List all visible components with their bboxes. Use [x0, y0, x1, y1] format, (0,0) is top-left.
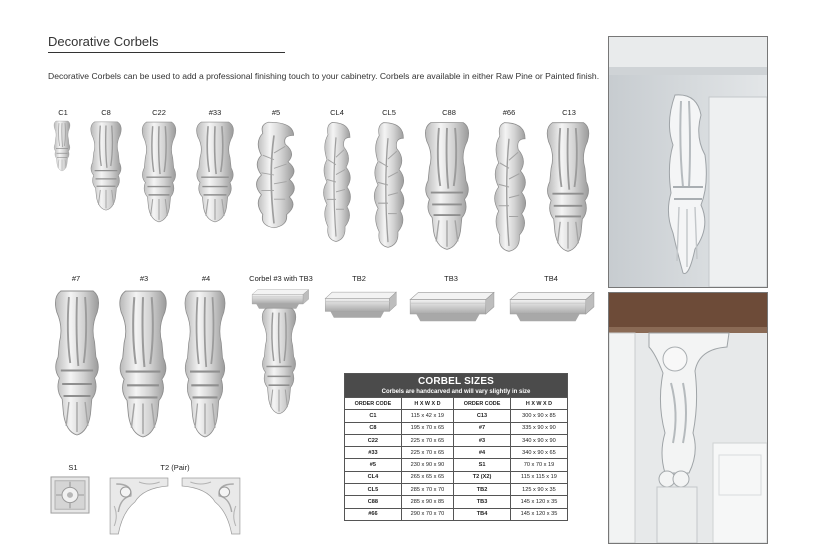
- corbel-4-image: [180, 288, 230, 440]
- table-row: [345, 434, 568, 446]
- column-header-row: [345, 398, 568, 410]
- label-cl4: CL4: [330, 108, 344, 117]
- order-code-cell: C22: [345, 434, 402, 446]
- dimensions-cell: 195 x 70 x 65: [401, 422, 453, 434]
- corbel-sizes-table: [344, 373, 568, 521]
- table-subtitle: Corbels are handcarved and will vary slightly in size: [381, 389, 531, 395]
- dimensions-cell: 125 x 90 x 35: [510, 484, 567, 496]
- block-tb2-image: [320, 290, 398, 322]
- col-order-code-2: ORDER CODE: [454, 398, 511, 410]
- order-code-cell: #33: [345, 447, 402, 459]
- label-tb4: TB4: [544, 274, 558, 283]
- order-code-cell: CL5: [345, 484, 402, 496]
- dimensions-cell: 145 x 120 x 35: [510, 508, 567, 520]
- order-code-cell: #7: [454, 422, 511, 434]
- order-code-cell: C8: [345, 422, 402, 434]
- label-s1: S1: [68, 463, 78, 472]
- order-code-cell: #4: [454, 447, 511, 459]
- dimensions-cell: 265 x 65 x 65: [401, 471, 453, 483]
- dimensions-cell: 225 x 70 x 65: [401, 447, 453, 459]
- title-underline: [48, 52, 285, 53]
- page-title: Decorative Corbels: [48, 34, 159, 49]
- table-row: [345, 422, 568, 434]
- dimensions-cell: 340 x 90 x 90: [510, 434, 567, 446]
- order-code-cell: C13: [454, 410, 511, 422]
- label-c22: C22: [152, 108, 166, 117]
- label-7: #7: [71, 274, 81, 283]
- label-c8: C8: [101, 108, 111, 117]
- order-code-cell: C88: [345, 496, 402, 508]
- col-dimensions-1: H X W X D: [401, 398, 453, 410]
- block-tb3-image: [404, 290, 496, 326]
- table-row: [345, 459, 568, 471]
- dimensions-cell: 115 x 115 x 19: [510, 471, 567, 483]
- corbel-c1-image: [52, 120, 72, 172]
- col-order-code-1: ORDER CODE: [345, 398, 402, 410]
- col-dimensions-2: H X W X D: [510, 398, 567, 410]
- order-code-cell: TB3: [454, 496, 511, 508]
- corbel-33-image: [192, 120, 238, 224]
- table-row: [345, 484, 568, 496]
- label-cl5: CL5: [382, 108, 396, 117]
- corbel-c8-image: [87, 120, 125, 212]
- corbel-cl4-image: [316, 120, 356, 244]
- dimensions-cell: 340 x 90 x 65: [510, 447, 567, 459]
- label-4: #4: [201, 274, 211, 283]
- table-title: CORBEL SIZES: [417, 376, 495, 387]
- table-row: [345, 410, 568, 422]
- corbel-5-image: [246, 120, 302, 230]
- order-code-cell: CL4: [345, 471, 402, 483]
- corbel-c13-image: [542, 120, 594, 254]
- bracket-t2-left-image: [108, 476, 170, 536]
- block-tb4-image: [504, 290, 596, 326]
- plate-s1-image: [50, 476, 90, 514]
- label-66: #66: [502, 108, 516, 117]
- table-header: [345, 374, 568, 398]
- bracket-t2-right-image: [180, 476, 242, 536]
- table-row: [345, 508, 568, 520]
- label-c88: C88: [442, 108, 456, 117]
- table-row: [345, 471, 568, 483]
- dimensions-cell: 335 x 90 x 90: [510, 422, 567, 434]
- dimensions-cell: 230 x 90 x 90: [401, 459, 453, 471]
- label-tb2: TB2: [352, 274, 366, 283]
- corbel-3-image: [114, 288, 172, 440]
- order-code-cell: #3: [454, 434, 511, 446]
- corbel-7-image: [50, 288, 104, 438]
- table-row: [345, 447, 568, 459]
- dimensions-cell: 225 x 70 x 65: [401, 434, 453, 446]
- corbel-c88-image: [420, 120, 474, 252]
- label-corbel-3-with-tb3: Corbel #3 with TB3: [249, 274, 313, 283]
- order-code-cell: #5: [345, 459, 402, 471]
- label-33: #33: [208, 108, 222, 117]
- intro-text: Decorative Corbels can be used to add a professional finishing touch to your cabinetry. Corbels are available in either Raw Pine or Painted finish.: [48, 71, 600, 81]
- order-code-cell: TB2: [454, 484, 511, 496]
- dimensions-cell: 300 x 90 x 85: [510, 410, 567, 422]
- dimensions-cell: 70 x 70 x 19: [510, 459, 567, 471]
- corbel-cl5-image: [366, 120, 410, 250]
- label-t2-pair: T2 (Pair): [160, 463, 190, 472]
- installed-corbel-photo-bottom: [608, 292, 768, 544]
- order-code-cell: TB4: [454, 508, 511, 520]
- order-code-cell: C1: [345, 410, 402, 422]
- corbel-3-tb3-body-image: [258, 306, 300, 416]
- label-tb3: TB3: [444, 274, 458, 283]
- label-c13: C13: [562, 108, 576, 117]
- dimensions-cell: 285 x 70 x 70: [401, 484, 453, 496]
- label-c1: C1: [58, 108, 68, 117]
- dimensions-cell: 145 x 120 x 35: [510, 496, 567, 508]
- dimensions-cell: 290 x 70 x 70: [401, 508, 453, 520]
- order-code-cell: T2 (X2): [454, 471, 511, 483]
- installed-corbel-photo-top: [608, 36, 768, 288]
- order-code-cell: #66: [345, 508, 402, 520]
- corbel-c22-image: [138, 120, 180, 224]
- corbel-66-image: [486, 120, 532, 254]
- table-row: [345, 496, 568, 508]
- dimensions-cell: 285 x 90 x 85: [401, 496, 453, 508]
- dimensions-cell: 115 x 42 x 19: [401, 410, 453, 422]
- label-5: #5: [271, 108, 281, 117]
- label-3: #3: [139, 274, 149, 283]
- order-code-cell: S1: [454, 459, 511, 471]
